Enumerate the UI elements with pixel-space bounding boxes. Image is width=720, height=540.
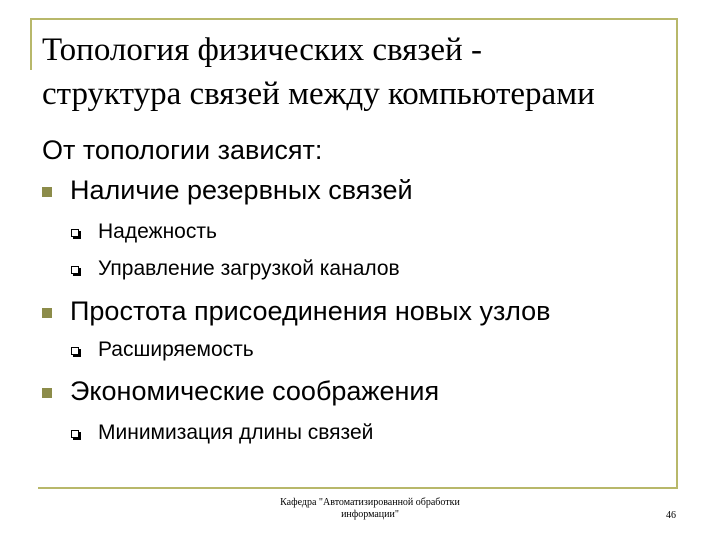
bullet-item-label: Экономические соображения [70,376,440,406]
bullet-item-label: Простота присоединения новых узлов [70,296,551,326]
square-bullet-icon [42,388,52,398]
square-bullet-icon [42,187,52,197]
hollow-square-bullet-icon [71,347,79,355]
frame-right-line [676,18,678,488]
footer-divider [38,487,678,489]
page-number: 46 [666,510,676,521]
footer-line-1: Кафедра "Автоматизированной обработки [280,497,460,508]
intro-text: От топологии зависят: [42,135,323,165]
square-bullet-icon [42,308,52,318]
frame-top-line [30,18,678,20]
sub-bullet-item-label: Управление загрузкой каналов [98,257,400,280]
slide-title-line-1: Топология физических связей - [42,32,482,68]
sub-bullet-item-label: Надежность [98,220,217,243]
hollow-square-bullet-icon [71,430,79,438]
slide-title [42,28,672,116]
sub-bullet-item-label: Минимизация длины связей [98,421,374,444]
hollow-square-bullet-icon [71,266,79,274]
slide-title-line-2: структура связей между компьютерами [42,76,595,112]
hollow-square-bullet-icon [71,229,79,237]
bullet-item-label: Наличие резервных связей [70,175,413,205]
footer-department [240,497,500,521]
frame-left-line [30,18,32,70]
sub-bullet-item-label: Расширяемость [98,338,254,361]
footer-line-2: информации" [341,509,399,520]
